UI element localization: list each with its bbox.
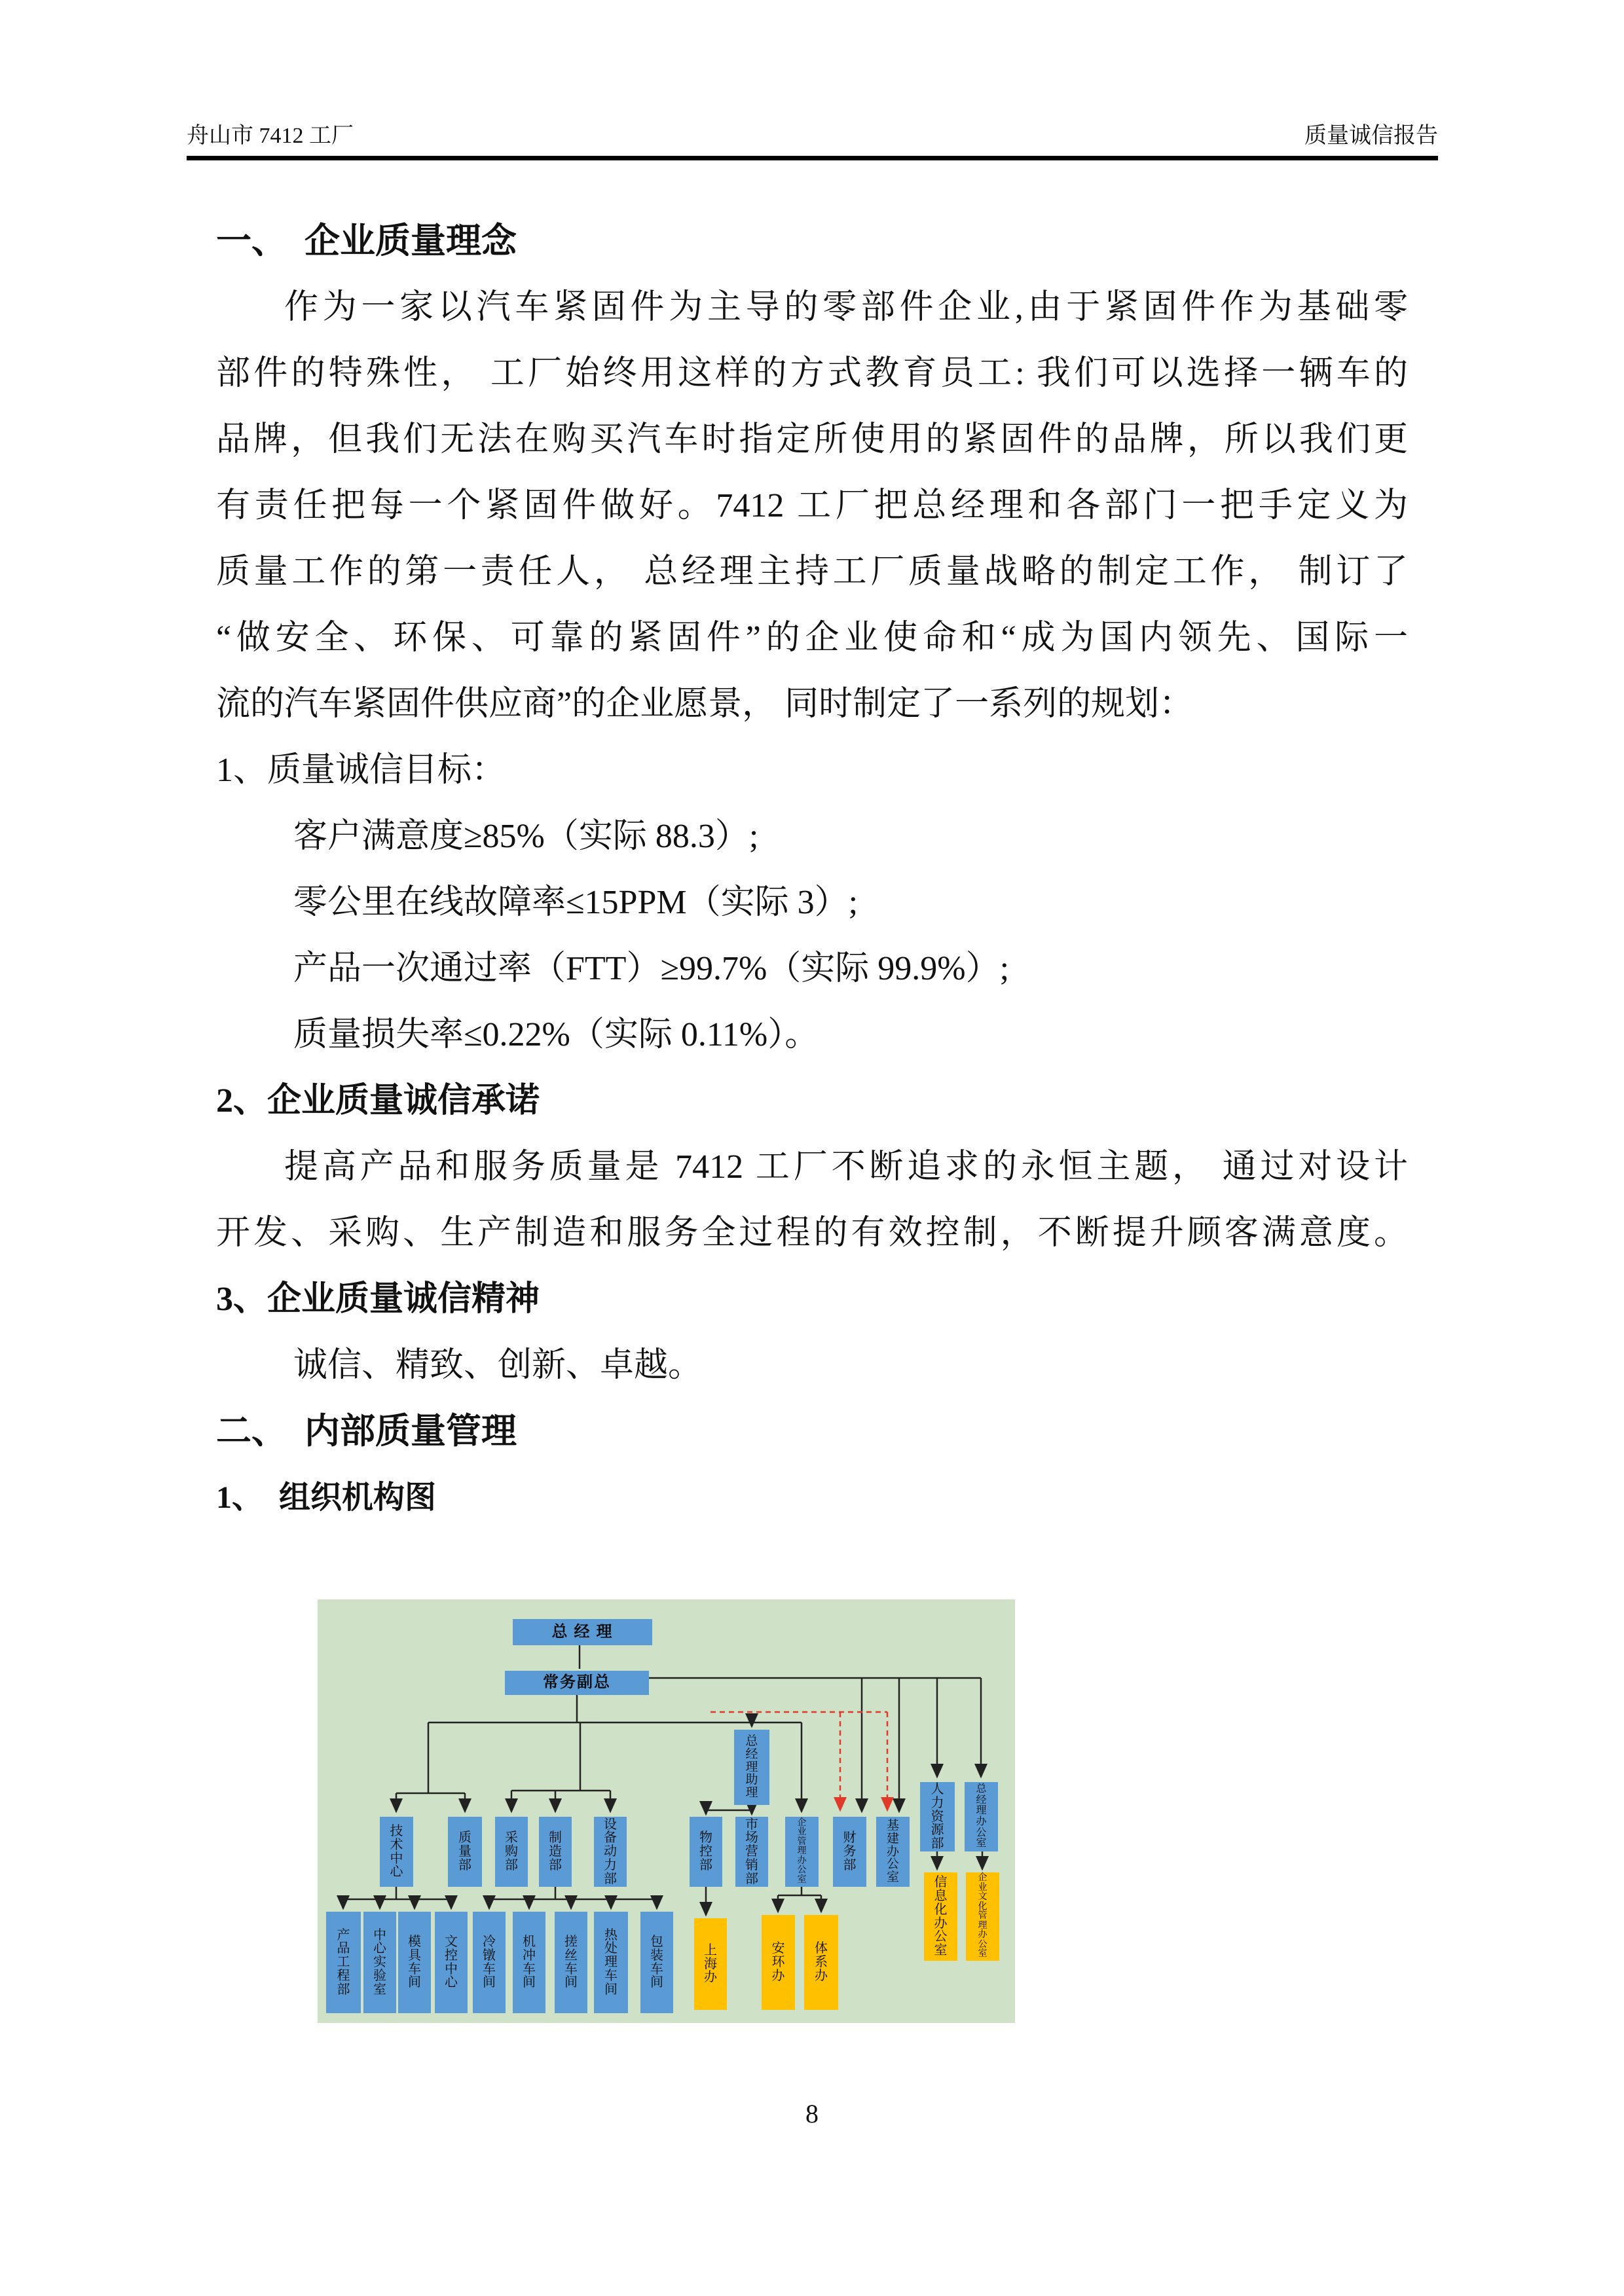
org-box-enterprise-mgmt-office: 企业管理办公室 bbox=[785, 1817, 819, 1887]
org-box-hr-dept: 人力资源部 bbox=[920, 1782, 955, 1851]
org-box-quality-dept: 质量部 bbox=[448, 1817, 482, 1887]
org-box-shanghai-office: 上海办 bbox=[694, 1918, 727, 2010]
paragraph-line: 有责任把每一个紧固件做好。7412 工厂把总经理和各部门一把手定义为 bbox=[216, 487, 1408, 524]
org-box-thread-rolling-workshop: 搓丝车间 bbox=[555, 1912, 587, 2013]
org-chart-heading: 1、 组织机构图 bbox=[216, 1480, 437, 1515]
org-box-packaging-workshop: 包装车间 bbox=[640, 1912, 673, 2013]
header-right-text: 质量诚信报告 bbox=[1304, 124, 1438, 148]
org-box-general-manager: 总 经 理 bbox=[513, 1619, 652, 1645]
org-box-gm-office: 总经理办公室 bbox=[965, 1782, 998, 1851]
spirit-heading: 3、企业质量诚信精神 bbox=[216, 1281, 540, 1318]
quality-goals-heading: 1、质量诚信目标： bbox=[216, 752, 506, 789]
org-box-central-lab: 中心实验室 bbox=[363, 1912, 396, 2013]
paragraph-line: 流的汽车紧固件供应商”的企业愿景， 同时制定了一系列的规划： bbox=[216, 685, 1194, 723]
org-box-technology-center: 技术中心 bbox=[380, 1817, 413, 1887]
org-box-executive-deputy-gm: 常务副总 bbox=[505, 1671, 649, 1695]
org-box-finance-dept: 财务部 bbox=[833, 1817, 866, 1887]
goal-quality-loss-rate: 质量损失率≤0.22%（实际 0.11%）。 bbox=[293, 1016, 819, 1053]
org-box-gm-assistant: 总经理助理 bbox=[734, 1730, 769, 1805]
org-chart-figure bbox=[318, 1599, 1015, 2023]
goal-failure-rate: 零公里在线故障率≤15PPM（实际 3）; bbox=[293, 884, 858, 921]
org-box-doc-control-center: 文控中心 bbox=[435, 1912, 468, 2013]
org-box-informatization-office: 信息化办公室 bbox=[924, 1872, 957, 1961]
section-2-heading: 二、 内部质量管理 bbox=[216, 1412, 517, 1451]
org-box-cold-heading-workshop: 冷镦车间 bbox=[473, 1912, 506, 2013]
org-box-purchasing-dept: 采购部 bbox=[495, 1817, 528, 1887]
org-box-mold-workshop: 模具车间 bbox=[398, 1912, 431, 2013]
paragraph-line: 部件的特殊性， 工厂始终用这样的方式教育员工: 我们可以选择一辆车的 bbox=[216, 355, 1408, 392]
org-box-infrastructure-office: 基建办公室 bbox=[876, 1817, 910, 1887]
goal-ftt-rate: 产品一次通过率（FTT）≥99.7%（实际 99.9%）; bbox=[293, 950, 1010, 987]
paragraph-line: 质量工作的第一责任人， 总经理主持工厂质量战略的制定工作， 制订了 bbox=[216, 553, 1408, 591]
document-body bbox=[216, 208, 1408, 1531]
paragraph-line: 开发、采购、生产制造和服务全过程的有效控制，不断提升顾客满意度。 bbox=[216, 1214, 1408, 1252]
header-left-text: 舟山市 7412 工厂 bbox=[187, 124, 354, 148]
org-box-equipment-power-dept: 设备动力部 bbox=[594, 1817, 627, 1887]
org-box-marketing-dept: 市场营销部 bbox=[735, 1817, 768, 1887]
paragraph-line: 作为一家以汽车紧固件为主导的零部件企业,由于紧固件作为基础零 bbox=[284, 289, 1408, 326]
org-box-system-office: 体系办 bbox=[804, 1915, 838, 2010]
spirit-values-line: 诚信、精致、创新、卓越。 bbox=[293, 1347, 703, 1384]
section-1-heading: 一、 企业质量理念 bbox=[216, 221, 517, 261]
org-box-corporate-culture-office: 企业文化管理办公室 bbox=[966, 1872, 999, 1961]
org-box-safety-env-office: 安环办 bbox=[762, 1915, 795, 2010]
page-number: 8 bbox=[805, 2099, 819, 2128]
org-box-heat-treatment-workshop: 热处理车间 bbox=[594, 1912, 628, 2013]
org-box-material-control-dept: 物控部 bbox=[690, 1817, 722, 1887]
commitment-heading: 2、企业质量诚信承诺 bbox=[216, 1082, 540, 1120]
org-box-stamping-workshop: 机冲车间 bbox=[513, 1912, 545, 2013]
paragraph-line: 提高产品和服务质量是 7412 工厂不断追求的永恒主题， 通过对设计 bbox=[284, 1148, 1408, 1186]
org-box-manufacturing-dept: 制造部 bbox=[539, 1817, 572, 1887]
org-box-product-engineering: 产品工程部 bbox=[326, 1912, 361, 2013]
page-header bbox=[187, 110, 1438, 160]
paragraph-line: 品牌，但我们无法在购买汽车时指定所使用的紧固件的品牌，所以我们更 bbox=[216, 421, 1408, 458]
goal-customer-satisfaction: 客户满意度≥85%（实际 88.3）; bbox=[293, 818, 759, 855]
paragraph-line: “做安全、环保、可靠的紧固件”的企业使命和“成为国内领先、国际一 bbox=[216, 619, 1408, 657]
